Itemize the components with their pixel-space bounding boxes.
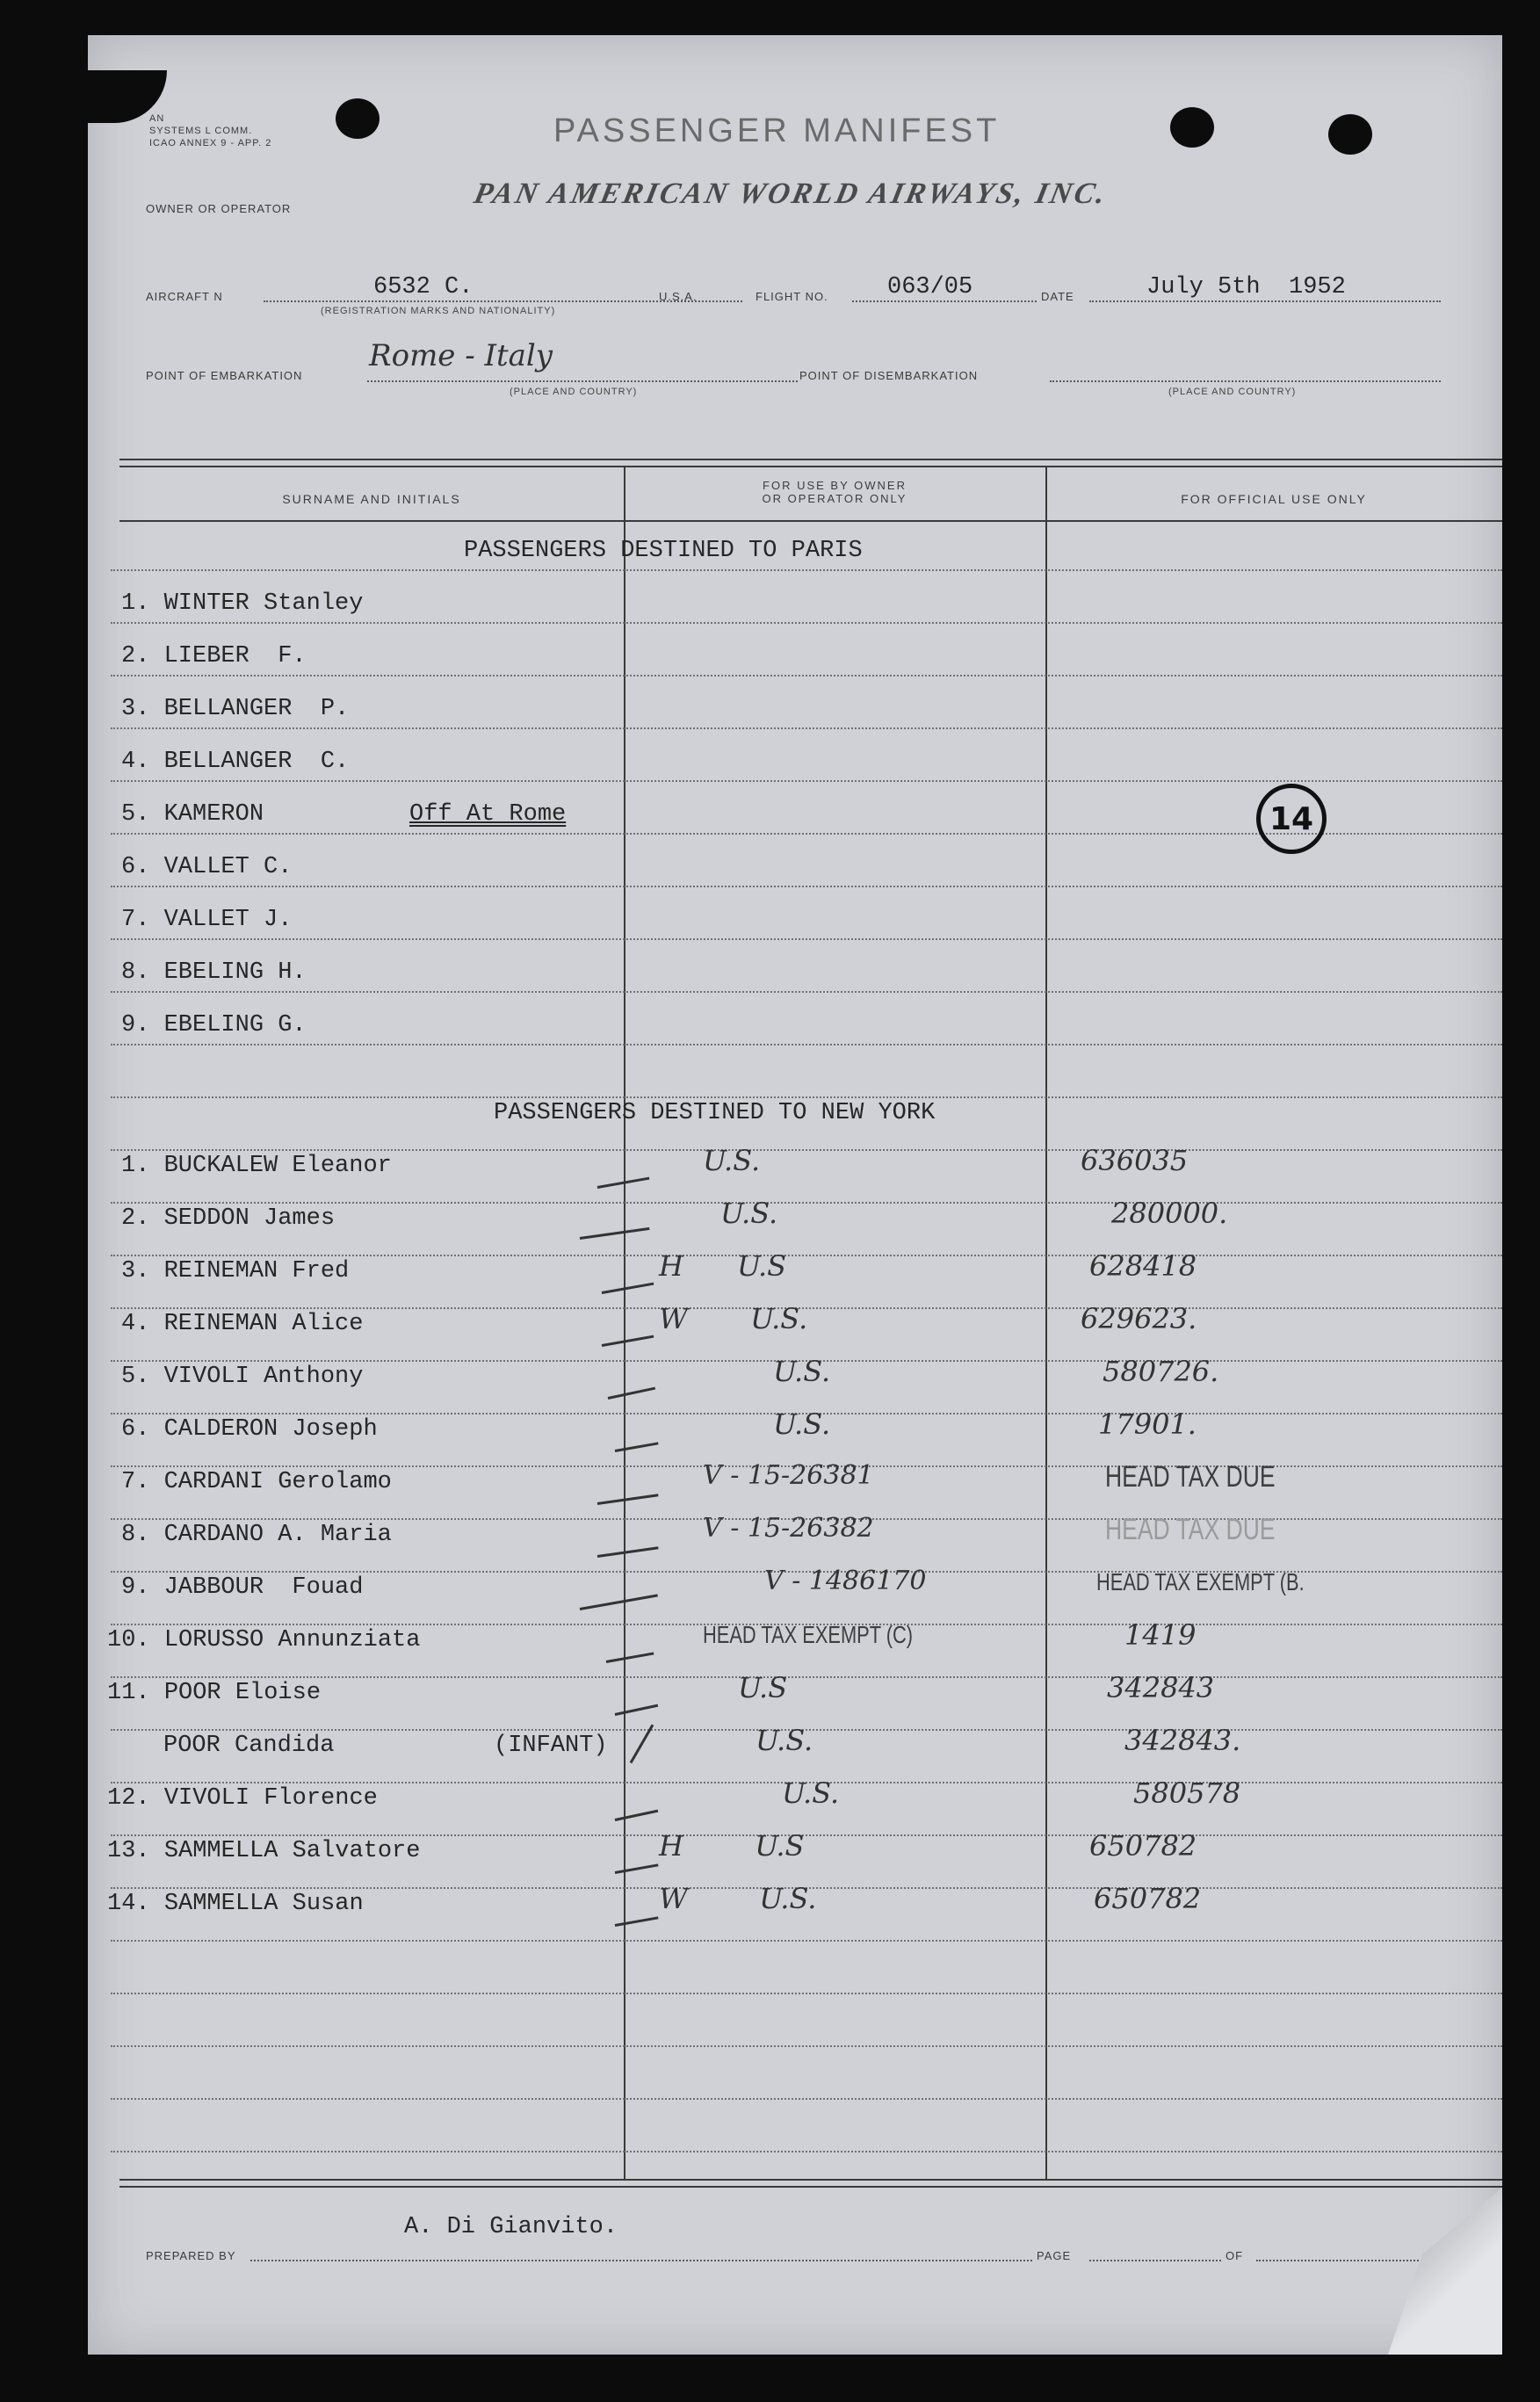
passenger-name: REINEMAN Fred	[163, 1258, 350, 1284]
official-entry: 342843.	[1124, 1724, 1241, 1757]
owner-entry: W U.S.	[659, 1302, 808, 1335]
passenger-row	[163, 1733, 334, 1759]
check-mark	[615, 1916, 659, 1927]
passenger-number: 4.	[121, 749, 150, 775]
folded-corner	[1388, 2188, 1502, 2355]
owner-entry: W U.S.	[659, 1882, 817, 1915]
flight-no-value: 063/05	[887, 274, 973, 300]
column-header-owner	[624, 479, 1045, 505]
check-mark	[615, 1810, 659, 1821]
registration-caption: (REGISTRATION MARKS AND NATIONALITY)	[321, 306, 556, 316]
owner-entry: V - 15-26382	[703, 1513, 874, 1544]
passenger-row	[121, 907, 292, 933]
passenger-number: 12.	[107, 1785, 150, 1812]
check-mark	[608, 1387, 655, 1400]
passenger-number: 1.	[121, 590, 150, 617]
passenger-row	[107, 1891, 364, 1917]
owner-entry: V - 1486170	[764, 1566, 927, 1596]
prepared-by-label: PREPARED BY	[146, 2249, 236, 2262]
official-entry: HEAD TAX DUE	[1105, 1513, 1276, 1546]
official-entry: 636035	[1081, 1144, 1189, 1177]
passenger-number: 7.	[121, 907, 150, 933]
passenger-number: 14.	[107, 1891, 150, 1917]
page-title: PASSENGER MANIFEST	[553, 112, 1001, 149]
passenger-number: 5.	[121, 801, 150, 828]
passenger-number: 3.	[121, 1258, 150, 1284]
official-entry: 580726.	[1103, 1355, 1219, 1388]
passenger-row	[121, 1522, 392, 1548]
passenger-name: SAMMELLA Salvatore	[163, 1838, 421, 1864]
passenger-name: VIVOLI Anthony	[163, 1364, 364, 1390]
owner-entry: H U.S	[659, 1829, 805, 1863]
passenger-name: VIVOLI Florence	[163, 1785, 378, 1812]
passenger-name: LORUSSO Annunziata	[163, 1627, 421, 1653]
passenger-name: LIEBER F.	[163, 643, 307, 669]
passenger-name: JABBOUR Fouad	[163, 1574, 364, 1601]
official-entry: 650782	[1089, 1829, 1197, 1863]
passenger-row	[121, 801, 264, 828]
passenger-row	[107, 1627, 420, 1653]
passenger-number: 8.	[121, 959, 150, 986]
owner-entry: U.S.	[782, 1776, 840, 1810]
disembarkation-label: POINT OF DISEMBARKATION	[799, 369, 979, 382]
check-mark	[602, 1283, 654, 1294]
of-label: OF	[1225, 2249, 1244, 2262]
prepared-by-value: A. Di Gianvito.	[404, 2214, 618, 2240]
passenger-number: 9.	[121, 1012, 150, 1038]
flight-no-label: FLIGHT NO.	[756, 290, 828, 303]
passenger-row	[107, 1680, 321, 1706]
official-entry: 17901.	[1098, 1407, 1197, 1441]
passenger-row	[121, 1364, 363, 1390]
column-header-owner-line: OR OPERATOR ONLY	[762, 492, 907, 505]
passenger-row	[121, 643, 307, 669]
passenger-name: REINEMAN Alice	[163, 1311, 364, 1337]
passenger-row	[121, 1012, 307, 1038]
passenger-name: VALLET J.	[163, 907, 293, 933]
passenger-name: EBELING H.	[163, 959, 307, 986]
passenger-number: 4.	[121, 1311, 150, 1337]
official-entry: HEAD TAX EXEMPT (B.	[1096, 1568, 1305, 1595]
check-mark	[597, 1494, 659, 1505]
passenger-row	[121, 1205, 335, 1232]
aircraft-value: 6532 C.	[373, 274, 474, 300]
place-caption: (PLACE AND COUNTRY)	[510, 387, 638, 397]
passenger-row	[107, 1838, 420, 1864]
passenger-row	[121, 1469, 392, 1495]
column-header-official: FOR OFFICIAL USE ONLY	[1181, 492, 1367, 506]
passenger-number: 10.	[107, 1627, 150, 1653]
passenger-name: POOR Candida	[163, 1733, 335, 1759]
passenger-name: CARDANI Gerolamo	[163, 1469, 392, 1495]
passenger-number: 11.	[107, 1680, 150, 1706]
manifest-sheet	[88, 35, 1502, 2355]
punch-hole	[1170, 107, 1214, 148]
circled-count: 14	[1256, 784, 1327, 854]
place-caption-2: (PLACE AND COUNTRY)	[1168, 387, 1297, 397]
owner-entry: HEAD TAX EXEMPT (C)	[703, 1621, 914, 1648]
owner-entry: U.S	[738, 1671, 788, 1704]
company-name: PAN AMERICAN WORLD AIRWAYS, INC.	[471, 177, 1111, 210]
passenger-name: SAMMELLA Susan	[163, 1891, 364, 1917]
column-header-surname: SURNAME AND INITIALS	[282, 492, 461, 506]
passenger-name: WINTER Stanley	[163, 590, 364, 617]
official-entry: 1419	[1124, 1618, 1197, 1652]
check-mark	[580, 1594, 658, 1610]
passenger-row	[121, 1574, 363, 1601]
official-entry: 628418	[1089, 1249, 1197, 1283]
check-mark	[597, 1546, 659, 1558]
passenger-number: 2.	[121, 643, 150, 669]
aircraft-label: AIRCRAFT N	[146, 290, 223, 303]
passenger-name: SEDDON James	[163, 1205, 336, 1232]
official-entry: 629623.	[1081, 1302, 1197, 1335]
section-heading-new-york: PASSENGERS DESTINED TO NEW YORK	[494, 1100, 936, 1126]
passenger-number: 6.	[121, 854, 150, 880]
owner-entry: U.S.	[756, 1724, 813, 1757]
official-entry: 280000.	[1111, 1197, 1228, 1230]
owner-operator-label: OWNER OR OPERATOR	[146, 202, 292, 215]
form-reference	[149, 112, 271, 149]
passenger-row	[121, 854, 292, 880]
form-ref-line: SYSTEMS L COMM.	[149, 126, 253, 136]
owner-entry: H U.S	[659, 1249, 787, 1283]
official-entry: 650782	[1094, 1882, 1202, 1915]
page-label: PAGE	[1037, 2249, 1072, 2262]
official-entry: 342843	[1107, 1671, 1215, 1704]
passenger-number: 1.	[121, 1153, 150, 1179]
passenger-name: KAMERON	[163, 801, 264, 828]
passenger-name: VALLET C.	[163, 854, 293, 880]
passenger-name: CARDANO A. Maria	[163, 1522, 392, 1548]
infant-note: (INFANT)	[494, 1733, 608, 1759]
check-mark	[615, 1442, 659, 1452]
date-value: July 5th 1952	[1146, 274, 1346, 300]
passenger-name: BELLANGER C.	[163, 749, 350, 775]
passenger-number: 2.	[121, 1205, 150, 1232]
passenger-row	[121, 959, 307, 986]
owner-entry: U.S.	[703, 1144, 761, 1177]
check-mark	[615, 1704, 659, 1716]
passenger-row	[107, 1785, 378, 1812]
passenger-name: BUCKALEW Eleanor	[163, 1153, 392, 1179]
passenger-name: BELLANGER P.	[163, 696, 350, 722]
owner-entry: U.S.	[773, 1407, 831, 1441]
check-mark	[580, 1227, 650, 1240]
passenger-number: 9.	[121, 1574, 150, 1601]
passenger-row	[121, 1416, 378, 1443]
passenger-number: 7.	[121, 1469, 150, 1495]
punch-hole	[1328, 114, 1372, 155]
check-mark	[615, 1863, 659, 1874]
section-heading-paris: PASSENGERS DESTINED TO PARIS	[464, 538, 863, 564]
passenger-row	[121, 1153, 392, 1179]
passenger-number: 8.	[121, 1522, 150, 1548]
passenger-number: 3.	[121, 696, 150, 722]
owner-entry: U.S.	[773, 1355, 831, 1388]
passenger-row	[121, 749, 349, 775]
passenger-number: 5.	[121, 1364, 150, 1390]
passenger-name: POOR Eloise	[163, 1680, 322, 1706]
passenger-number: 6.	[121, 1416, 150, 1443]
passenger-row	[121, 590, 363, 617]
passenger-row	[121, 1311, 363, 1337]
embarkation-value: Rome - Italy	[369, 338, 553, 373]
off-at-rome-note: Off At Rome	[409, 801, 567, 828]
official-entry: HEAD TAX DUE	[1105, 1460, 1276, 1494]
check-mark	[602, 1335, 654, 1347]
form-ref-line: ICAO ANNEX 9 - APP. 2	[149, 138, 272, 148]
passenger-name: CALDERON Joseph	[163, 1416, 378, 1443]
passenger-number: 13.	[107, 1838, 150, 1864]
embarkation-label: POINT OF EMBARKATION	[146, 369, 303, 382]
passenger-row	[121, 696, 349, 722]
check-mark	[606, 1652, 654, 1663]
column-header-owner-line: FOR USE BY OWNER	[763, 479, 907, 492]
owner-entry: V - 15-26381	[703, 1460, 874, 1491]
date-label: DATE	[1041, 290, 1074, 303]
passenger-name: EBELING G.	[163, 1012, 307, 1038]
usa-label: U.S.A.	[659, 290, 698, 303]
official-entry: 580578	[1133, 1776, 1241, 1810]
owner-entry: U.S.	[720, 1197, 778, 1230]
passenger-row	[121, 1258, 349, 1284]
punch-hole	[336, 98, 380, 139]
form-ref-line: AN	[149, 113, 165, 124]
